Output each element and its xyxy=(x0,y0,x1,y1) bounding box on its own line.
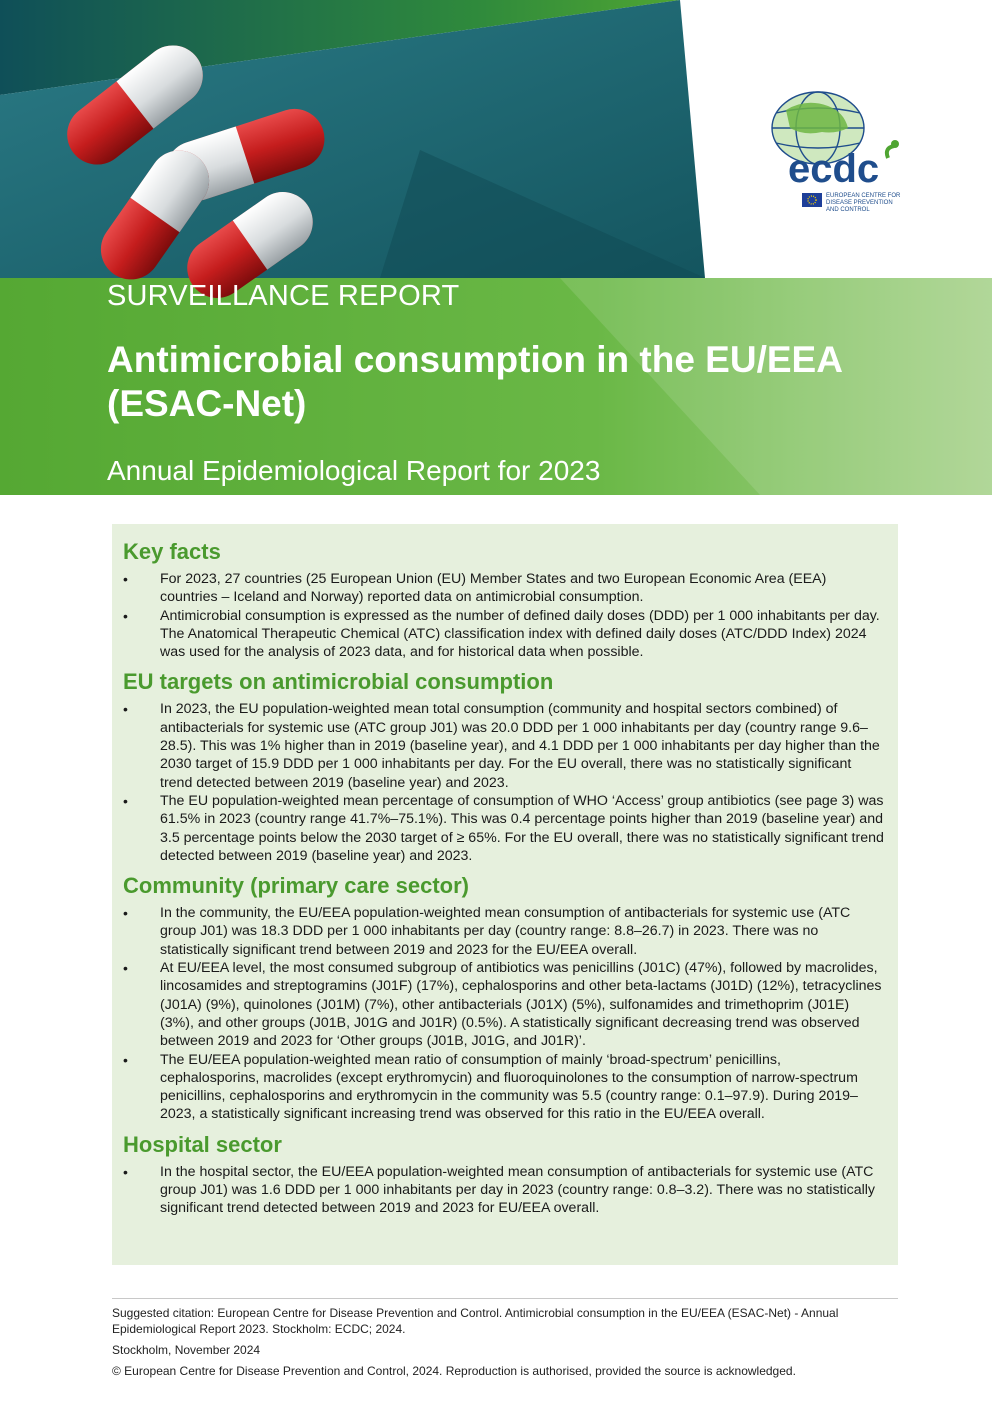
copyright: © European Centre for Disease Prevention and Control, 2024. Reproduction is authorised, provided the source is acknowledged. xyxy=(112,1364,796,1378)
section-heading-eu-targets: EU targets on antimicrobial consumption xyxy=(123,669,554,695)
footer xyxy=(112,1298,898,1384)
logo-acronym: ecdc xyxy=(788,147,880,191)
list-item: • In 2023, the EU population-weighted mean total consumption (community and hospital sectors combined) of antibacterials for systemic use (ATC group J01) was 20.0 DDD per 1 000 inhabitants per day (country range 9.6–28.5). This was 1% higher than in 2019 (baseline year), and 4.1 DDD per 1 000 inhabitants per day higher than the 2030 target of 15.9 DDD per 1 000 inhabitants per day. For the EU overall, there was no statistically significant trend detected between 2019 (baseline year) and 2023. xyxy=(123,700,884,791)
ecdc-logo xyxy=(766,88,926,218)
hospital-list xyxy=(123,1163,884,1218)
key-facts-list xyxy=(123,570,884,661)
list-item: • For 2023, 27 countries (25 European Union (EU) Member States and two European Economic Area (EEA) countries – Iceland and Norway) reported data on antimicrobial consumption. xyxy=(123,570,884,607)
list-item: • Antimicrobial consumption is expressed as the number of defined daily doses (DDD) per 1 000 inhabitants per day. The Anatomical Therapeutic Chemical (ATC) classification index with defined daily doses (ATC/DDD Index) 2024 was used for the analysis of 2023 data, and for historical data when possible. xyxy=(123,607,884,662)
eu-flag-icon xyxy=(802,193,822,207)
report-subtitle: Annual Epidemiological Report for 2023 xyxy=(107,455,601,486)
section-heading-hospital: Hospital sector xyxy=(123,1131,282,1157)
list-item: • The EU population-weighted mean percentage of consumption of WHO ‘Access’ group antibiotics (see page 3) was 61.5% in 2023 (country range 41.7%–75.1%). This was 0.4 percentage points higher than 2019 (baseline year) and 3.5 percentage points below the 2030 target of ≥ 65%. For the EU overall, there was no statistically significant trend detected between 2019 (baseline year) and 2023. xyxy=(123,792,884,865)
place-date: Stockholm, November 2024 xyxy=(112,1343,261,1357)
eu-targets-list xyxy=(123,700,884,865)
community-list xyxy=(123,904,884,1124)
report-type: SURVEILLANCE REPORT xyxy=(107,280,460,312)
citation: Suggested citation: European Centre for Disease Prevention and Control. Antimicrobial consumption in the EU/EEA (ESAC-Net) - Annual Epidemiological Report 2023. Stockholm: ECDC; 2024. xyxy=(112,1306,839,1336)
list-item: • At EU/EEA level, the most consumed subgroup of antibiotics was penicillins (J01C) (47%), followed by macrolides, lincosamides and streptogramins (J01F) (17%), cephalosporins and other beta-lactams (J01D) (12%), tetracyclines (J01A) (9%), quinolones (J01M) (7%), other antibacterials (J01X) (5%), sulfonamides and trimethoprim (J01E) (3%), and other groups (J01B, J01G and J01R) (0.5%). A statistically significant decreasing trend was observed between 2019 and 2023 for ‘Other groups (J01B, J01G, and J01R)’. xyxy=(123,959,884,1050)
logo-org-line-2: DISEASE PREVENTION xyxy=(826,200,893,206)
list-item: • In the community, the EU/EEA population-weighted mean consumption of antibacterials for systemic use (ATC group J01) was 18.3 DDD per 1 000 inhabitants per day (country range: 8.8–26.7) in 2023. There was no statistically significant trend between 2019 and 2023 for the EU/EEA overall. xyxy=(123,904,884,959)
list-item: • In the hospital sector, the EU/EEA population-weighted mean consumption of antibacterials for systemic use (ATC group J01) was 1.6 DDD per 1 000 inhabitants per day in 2023 (country range: 0.8–3.2). There was no statistically significant trend detected between 2019 and 2023 for EU/EEA overall. xyxy=(123,1163,884,1218)
list-item: • The EU/EEA population-weighted mean ratio of consumption of mainly ‘broad-spectrum’ penicillins, cephalosporins, macrolides (except erythromycin) and fluoroquinolones to the consumption of narrow-spectrum penicillins, cephalosporins and erythromycin in the community was 5.5 (country range: 0.1–97.9). During 2019–2023, a statistically significant increasing trend was observed for this ratio in the EU/EEA overall. xyxy=(123,1051,884,1124)
section-heading-community: Community (primary care sector) xyxy=(123,873,469,899)
key-facts-panel xyxy=(112,524,898,1265)
logo-org-line-1: EUROPEAN CENTRE FOR xyxy=(826,193,901,199)
report-title: Antimicrobial consumption in the EU/EEA (ESAC-Net) xyxy=(107,339,842,424)
section-heading-key-facts: Key facts xyxy=(123,539,221,564)
logo-org-line-3: AND CONTROL xyxy=(826,207,870,213)
